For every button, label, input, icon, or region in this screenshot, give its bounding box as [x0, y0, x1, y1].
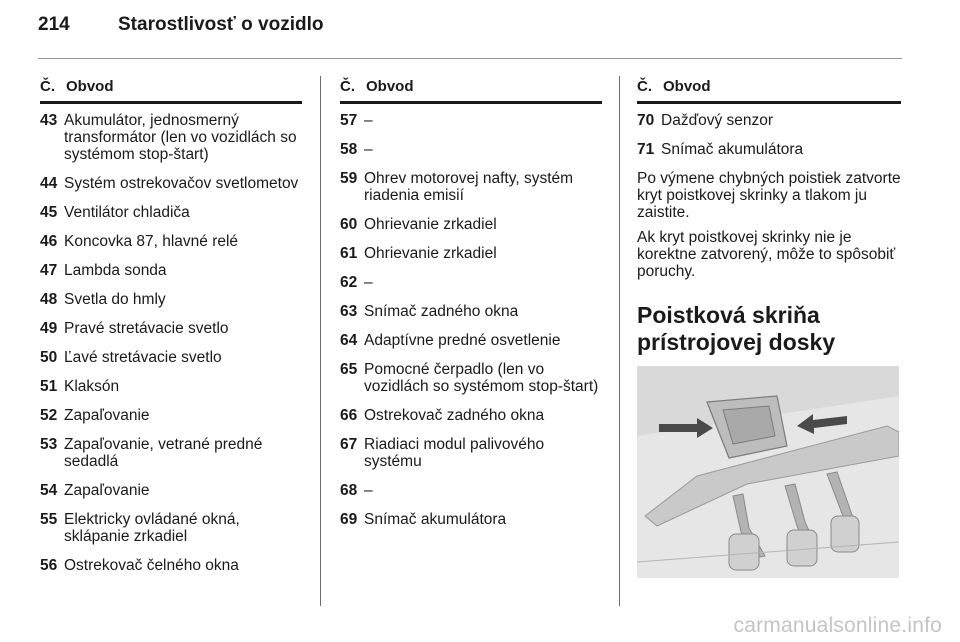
fuse-number: 57: [340, 112, 358, 129]
fuse-number: 70: [637, 112, 655, 129]
table-row: [40, 436, 302, 470]
table-row: [340, 407, 602, 424]
fuse-table-column-2: [340, 78, 602, 540]
column-header-number: Č.: [637, 78, 652, 95]
section-title-line-1: Poistková skriňa: [637, 302, 820, 328]
table-row: [340, 170, 602, 204]
circuit-description: Ohrievanie zrkadiel: [364, 245, 497, 262]
fuse-number: 62: [340, 274, 358, 291]
fuse-number: 63: [340, 303, 358, 320]
circuit-description: Dažďový senzor: [661, 112, 774, 129]
column-header-circuit: Obvod: [663, 78, 711, 95]
warning-paragraph: Ak kryt poistkovej skrinky nie je korektne zatvorený, môže to spôsobiť poruchy.: [637, 229, 896, 280]
fuse-number: 45: [40, 204, 58, 221]
circuit-description: Ostrekovač čelného okna: [64, 557, 239, 574]
circuit-description: –: [364, 274, 373, 291]
fuse-number: 64: [340, 332, 358, 349]
table-row: [340, 216, 602, 233]
fuse-number: 60: [340, 216, 358, 233]
circuit-description: Adaptívne predné osvetlenie: [364, 332, 561, 349]
table-row: [40, 233, 302, 250]
table-header: [340, 78, 602, 104]
column-divider-1: [320, 76, 321, 606]
table-row: [340, 141, 602, 158]
circuit-description: Klaksón: [64, 378, 120, 395]
circuit-description: Lambda sonda: [64, 262, 167, 279]
circuit-description: Zapaľovanie: [64, 482, 150, 499]
circuit-description: Elektricky ovládané okná, sklápanie zrkadiel: [64, 511, 240, 545]
fuse-number: 56: [40, 557, 58, 574]
table-row: [340, 332, 602, 349]
fuse-number: 46: [40, 233, 58, 250]
table-row: [40, 175, 302, 192]
circuit-description: –: [364, 482, 373, 499]
column-header-circuit: Obvod: [66, 78, 114, 95]
fuse-table-column-1: [40, 78, 302, 586]
table-row: [340, 112, 602, 129]
fuse-number: 68: [340, 482, 358, 499]
fuse-number: 49: [40, 320, 58, 337]
table-row: [40, 320, 302, 337]
instruction-paragraph: Po výmene chybných poistiek zatvorte kryt poistkovej skrinky a tlakom ju zaistite.: [637, 170, 901, 221]
fuse-number: 53: [40, 436, 58, 453]
table-header: [40, 78, 302, 104]
fuse-number: 66: [340, 407, 358, 424]
table-row: [40, 112, 302, 163]
fuse-box-illustration: [637, 366, 899, 578]
table-row: [40, 262, 302, 279]
table-row: [340, 361, 602, 395]
fuse-number: 67: [340, 436, 358, 453]
table-row: [40, 557, 302, 574]
table-row: [40, 204, 302, 221]
circuit-description: Ohrev motorovej nafty, systém riadenia emisií: [364, 170, 574, 204]
header-divider: [38, 58, 902, 59]
circuit-description: Svetla do hmly: [64, 291, 166, 308]
page-header: [38, 14, 323, 44]
column-header-circuit: Obvod: [366, 78, 414, 95]
table-rows: [340, 112, 602, 528]
fuse-number: 47: [40, 262, 58, 279]
fuse-number: 54: [40, 482, 58, 499]
fuse-number: 48: [40, 291, 58, 308]
fuse-number: 43: [40, 112, 58, 129]
circuit-description: –: [364, 141, 373, 158]
table-row: [40, 291, 302, 308]
circuit-description: –: [364, 112, 373, 129]
table-header: [637, 78, 901, 104]
fuse-number: 58: [340, 141, 358, 158]
fuse-number: 59: [340, 170, 358, 187]
circuit-description: Akumulátor, jednosmerný transformátor (len vo vozidlách so systémom stop-štart): [64, 112, 297, 163]
column-header-number: Č.: [340, 78, 355, 95]
circuit-description: Systém ostrekovačov svetlometov: [64, 175, 299, 192]
circuit-description: Koncovka 87, hlavné relé: [64, 233, 239, 250]
fuse-number: 52: [40, 407, 58, 424]
table-row: [40, 482, 302, 499]
table-row: [340, 274, 602, 291]
circuit-description: Ostrekovač zadného okna: [364, 407, 545, 424]
fuse-number: 61: [340, 245, 358, 262]
circuit-description: Ventilátor chladiča: [64, 204, 190, 221]
table-row: [637, 112, 901, 129]
table-row: [40, 378, 302, 395]
circuit-description: Pomocné čerpadlo (len vo vozidlách so systémom stop-štart): [364, 361, 599, 395]
fuse-number: 65: [340, 361, 358, 378]
table-row: [40, 349, 302, 366]
table-row: [637, 141, 901, 158]
fuse-number: 51: [40, 378, 58, 395]
circuit-description: Snímač akumulátora: [661, 141, 804, 158]
circuit-description: Zapaľovanie: [64, 407, 150, 424]
fuse-number: 55: [40, 511, 58, 528]
fuse-table-column-3: [637, 78, 901, 356]
circuit-description: Zapaľovanie, vetrané predné sedadlá: [64, 436, 263, 470]
section-title: [637, 302, 901, 356]
circuit-description: Ľavé stretávacie svetlo: [64, 349, 222, 366]
circuit-description: Riadiaci modul palivového systému: [364, 436, 545, 470]
fuse-number: 71: [637, 141, 655, 158]
table-row: [340, 511, 602, 528]
table-row: [340, 436, 602, 470]
column-header-number: Č.: [40, 78, 55, 95]
page-title: Starostlivosť o vozidlo: [118, 14, 324, 35]
fuse-number: 69: [340, 511, 358, 528]
section-title-line-2: prístrojovej dosky: [637, 329, 836, 355]
circuit-description: Ohrievanie zrkadiel: [364, 216, 497, 233]
table-row: [340, 303, 602, 320]
table-row: [40, 407, 302, 424]
page-number: 214: [38, 14, 70, 35]
watermark: carmanualsonline.info: [733, 614, 942, 637]
table-row: [340, 482, 602, 499]
fuse-number: 44: [40, 175, 58, 192]
fuse-number: 50: [40, 349, 58, 366]
table-rows: [40, 112, 302, 574]
table-rows: [637, 112, 901, 158]
column-divider-2: [619, 76, 620, 606]
table-row: [340, 245, 602, 262]
circuit-description: Pravé stretávacie svetlo: [64, 320, 229, 337]
circuit-description: Snímač zadného okna: [364, 303, 519, 320]
circuit-description: Snímač akumulátora: [364, 511, 507, 528]
table-row: [40, 511, 302, 545]
